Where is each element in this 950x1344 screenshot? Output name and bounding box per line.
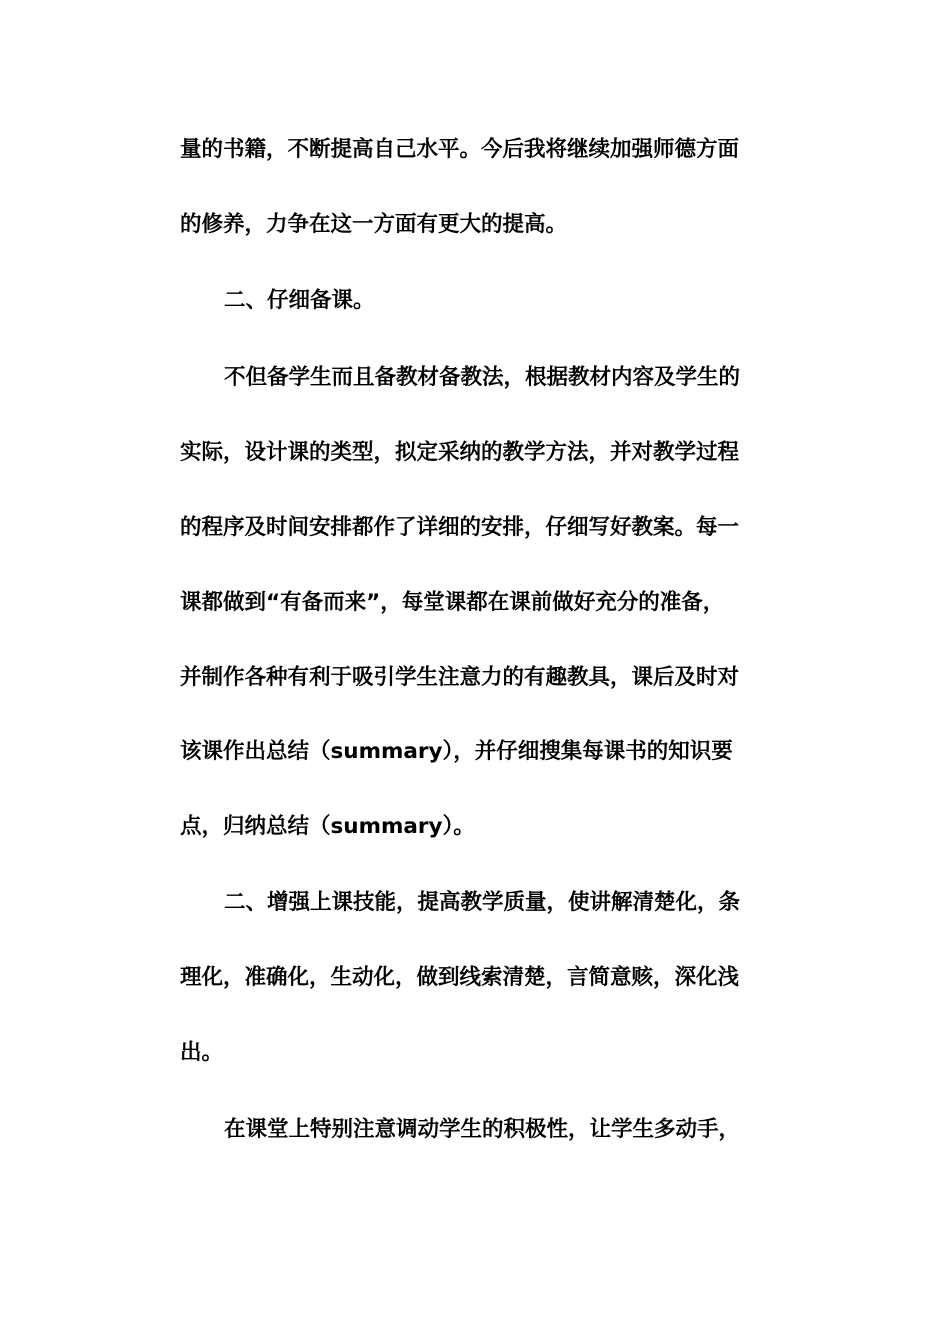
text-line: 量的书籍，不断提高自己水平。今后我将继续加强师德方面 [180,137,740,162]
text-line: 的修养，力争在这一方面有更大的提高。 [180,212,568,237]
text-line: 在课堂上特别注意调动学生的积极性，让学生多动手， [224,1117,741,1142]
text-line: 的程序及时间安排都作了详细的安排，仔细写好教案。每一 [180,515,740,540]
text-line: 点，归纳总结（summary）。 [180,814,475,839]
text-line: 理化，准确化，生动化，做到线索清楚，言简意赅，深化浅 [180,965,740,990]
text-line: 该课作出总结（summary），并仔细搜集每课书的知识要 [180,739,733,764]
text-line: 课都做到“有备而来”，每堂课都在课前做好充分的准备， [180,590,725,615]
text-line: 实际，设计课的类型，拟定采纳的教学方法，并对教学过程 [180,440,740,465]
section-heading: 二、仔细备课。 [224,288,375,313]
section-heading: 二、增强上课技能，提高教学质量，使讲解清楚化，条 [224,890,741,915]
text-line: 并制作各种有利于吸引学生注意力的有趣教具，课后及时对 [180,665,740,690]
text-line: 出。 [180,1040,224,1065]
text-line: 不但备学生而且备教材备教法，根据教材内容及学生的 [224,365,741,390]
